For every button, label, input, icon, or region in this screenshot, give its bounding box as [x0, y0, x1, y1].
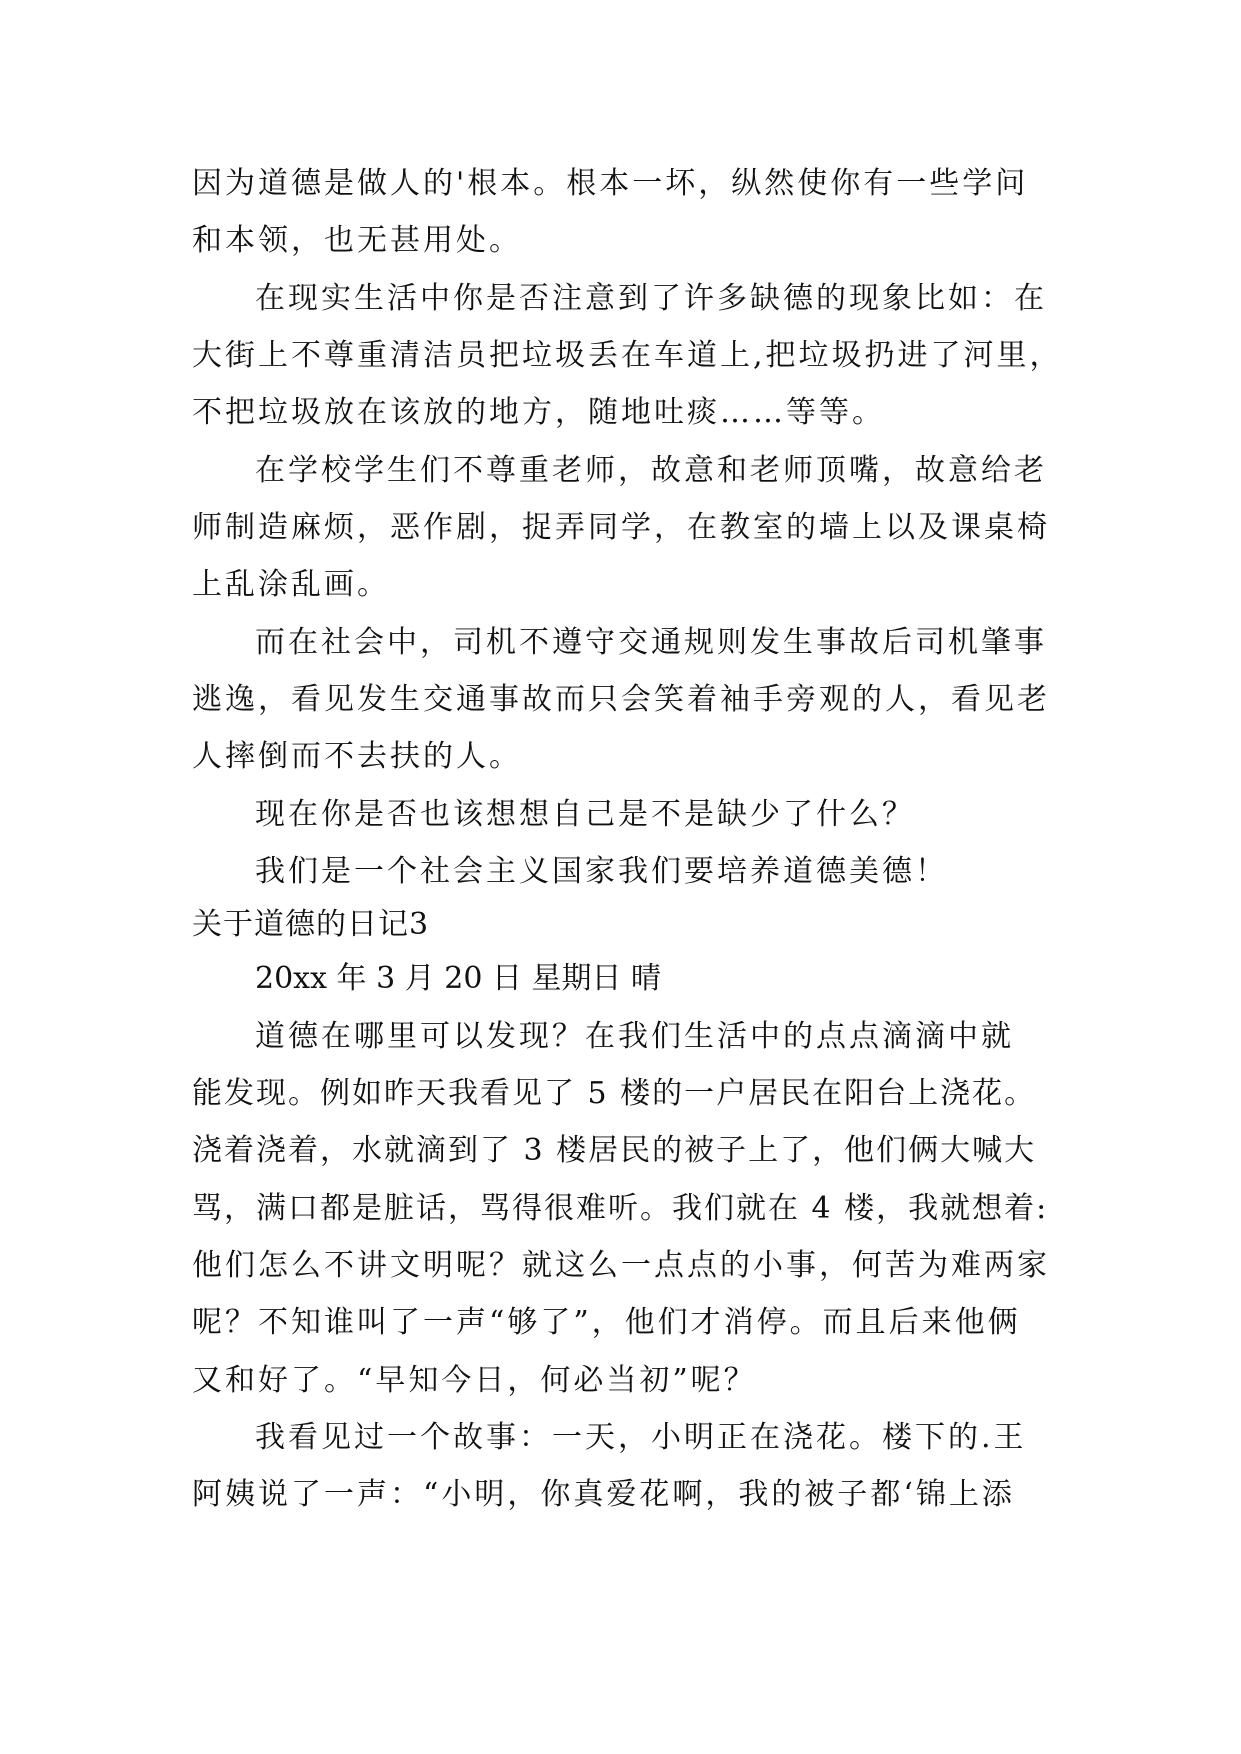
text-line: 师制造麻烦，恶作剧，捉弄同学，在教室的墙上以及课桌椅	[192, 510, 1050, 545]
text-line: 不把垃圾放在该放的地方，随地吐痰……等等。	[192, 395, 885, 430]
text-line: 他们怎么不讲文明呢？就这么一点点的小事，何苦为难两家	[192, 1248, 1050, 1283]
text-line: 和本领，也无甚用处。	[192, 223, 522, 258]
text-line: 又和好了。“早知今日，何必当初”呢？	[192, 1363, 757, 1398]
text-line: 上乱涂乱画。	[192, 567, 390, 602]
text-line: 骂，满口都是脏话，骂得很难听。我们就在 4 楼，我就想着:	[192, 1191, 1049, 1226]
text-line: 人摔倒而不去扶的人。	[192, 739, 522, 774]
diary-date-line: 20xx 年 3 月 20 日 星期日 晴	[255, 961, 662, 996]
text-line: 大街上不尊重清洁员把垃圾丢在车道上,把垃圾扔进了河里，	[192, 338, 1063, 373]
text-line: 逃逸，看见发生交通事故而只会笑着袖手旁观的人，看见老	[192, 682, 1050, 717]
text-line: 能发现。例如昨天我看见了 5 楼的一户居民在阳台上浇花。	[192, 1076, 1037, 1111]
paragraph-first-line: 我看见过一个故事：一天，小明正在浇花。楼下的.王	[255, 1420, 1027, 1455]
paragraph-first-line: 我们是一个社会主义国家我们要培养道德美德！	[255, 854, 948, 889]
section-heading: 关于道德的日记3	[192, 907, 430, 942]
paragraph-first-line: 现在你是否也该想想自己是不是缺少了什么？	[255, 797, 915, 832]
paragraph-first-line: 在学校学生们不尊重老师，故意和老师顶嘴，故意给老	[255, 453, 1047, 488]
text-line: 阿姨说了一声：“小明，你真爱花啊，我的被子都‘锦上添	[192, 1477, 1015, 1512]
paragraph-first-line: 而在社会中，司机不遵守交通规则发生事故后司机肇事	[255, 625, 1047, 660]
paragraph-first-line: 道德在哪里可以发现？在我们生活中的点点滴滴中就	[255, 1019, 1014, 1054]
text-line: 呢？不知谁叫了一声“够了”，他们才消停。而且后来他俩	[192, 1305, 1021, 1340]
text-line: 因为道德是做人的'根本。根本一坏，纵然使你有一些学问	[192, 166, 1029, 201]
paragraph-first-line: 在现实生活中你是否注意到了许多缺德的现象比如：在	[255, 281, 1047, 316]
text-line: 浇着浇着，水就滴到了 3 楼居民的被子上了，他们俩大喊大	[192, 1133, 1037, 1168]
